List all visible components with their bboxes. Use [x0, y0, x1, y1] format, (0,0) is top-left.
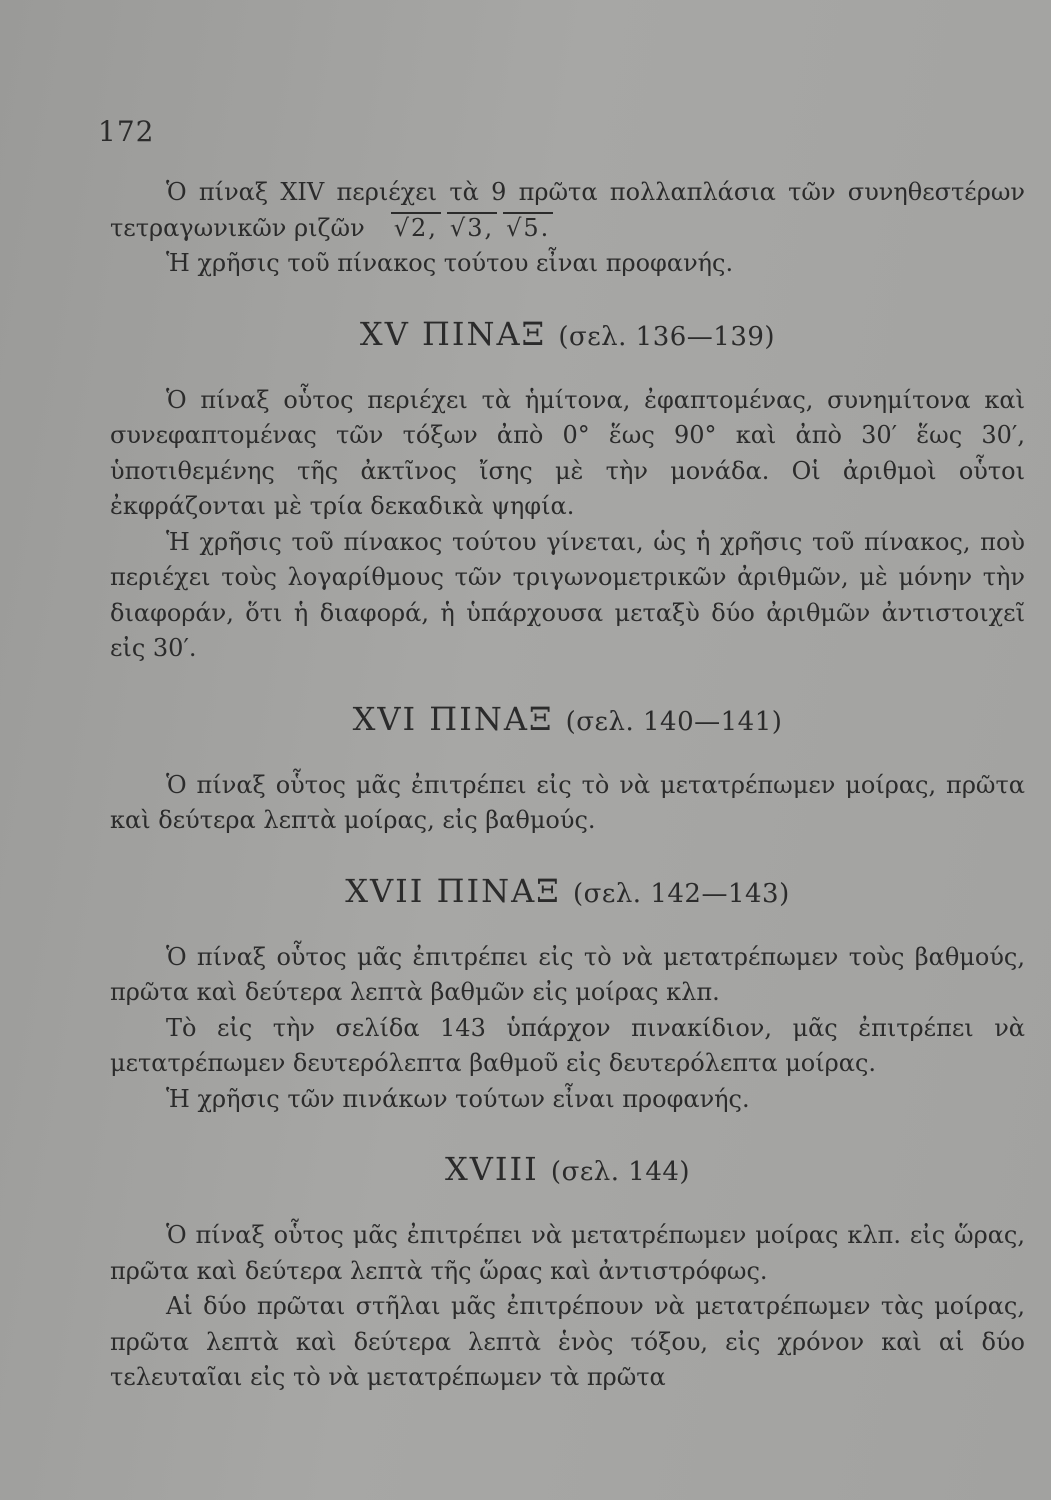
- radical-5: √5.: [503, 212, 553, 242]
- page-number: 172: [98, 115, 155, 148]
- paragraph: Ὁ πίναξ οὗτος περιέχει τὰ ἡμίτονα, ἐφαπτομένας, συνημίτονα καὶ συνεφαπτομένας τῶν τόξων ἀπὸ 0° ἕως 90° καὶ ἀπὸ 30′ ἕως 30′, ὑποτιθεμένης τῆς ἀκτῖνος ἴσης μὲ τὴν μονάδα. Οἱ ἀριθμοὶ οὗτοι ἐκφράζονται μὲ τρία δεκαδικὰ ψηφία.: [110, 385, 1025, 520]
- page-body: [110, 175, 1025, 1396]
- section-heading-xvii: XVII ΠΙΝΑΞ (σελ. 142—143): [345, 871, 790, 910]
- paragraph: Ἡ χρῆσις τῶν πινάκων τούτων εἶναι προφανής.: [166, 1084, 750, 1113]
- radical-3: √3,: [447, 212, 497, 242]
- section-heading-xv: XV ΠΙΝΑΞ (σελ. 136—139): [359, 314, 776, 353]
- section-heading-xviii: XVIII (σελ. 144): [444, 1150, 691, 1188]
- intro-paragraph: [110, 175, 1025, 246]
- paragraph: Ὁ πίναξ οὗτος μᾶς ἐπιτρέπει νὰ μετατρέπωμεν μοίρας κλπ. εἰς ὥρας, πρῶτα καὶ δεύτερα λεπτὰ τῆς ὥρας καὶ ἀντιστρόφως.: [110, 1221, 1025, 1285]
- section-heading-xvi: XVI ΠΙΝΑΞ (σελ. 140—141): [352, 699, 783, 738]
- paragraph: Ὁ πίναξ οὗτος μᾶς ἐπιτρέπει εἰς τὸ νὰ μετατρέπωμεν τοὺς βαθμούς, πρῶτα καὶ δεύτερα λεπτὰ βαθμῶν εἰς μοίρας κλπ.: [110, 942, 1025, 1006]
- paragraph: Ἡ χρῆσις τοῦ πίνακος τούτου γίνεται, ὡς ἡ χρῆσις τοῦ πίνακος, ποὺ περιέχει τοὺς λογαρίθμους τῶν τριγωνομετρικῶν ἀριθμῶν, μὲ μόνην τὴν διαφοράν, ὅτι ἡ διαφορά, ἡ ὑπάρχουσα μεταξὺ δύο ἀριθμῶν ἀντιστοιχεῖ εἰς 30′.: [110, 527, 1025, 662]
- paragraph: Τὸ εἰς τὴν σελίδα 143 ὑπάρχον πινακίδιον, μᾶς ἐπιτρέπει νὰ μετατρέπωμεν δευτερόλεπτα βαθμοῦ εἰς δευτερόλεπτα μοίρας.: [110, 1013, 1025, 1077]
- radicals: [391, 214, 560, 242]
- intro-usage: Ἡ χρῆσις τοῦ πίνακος τούτου εἶναι προφανής.: [166, 249, 734, 277]
- paragraph: Αἱ δύο πρῶται στῆλαι μᾶς ἐπιτρέπουν νὰ μετατρέπωμεν τὰς μοίρας, πρῶτα λεπτὰ καὶ δεύτερα λεπτὰ ἑνὸς τόξου, εἰς χρόνον καὶ αἱ δύο τελευταῖαι εἰς τὸ νὰ μετατρέπωμεν τὰ πρῶτα: [110, 1292, 1025, 1391]
- paragraph: Ὁ πίναξ οὗτος μᾶς ἐπιτρέπει εἰς τὸ νὰ μετατρέπωμεν μοίρας, πρῶτα καὶ δεύτερα λεπτὰ μοίρας, εἰς βαθμούς.: [110, 770, 1025, 834]
- intro-text: Ὁ πίναξ XIV περιέχει τὰ 9 πρῶτα πολλαπλάσια τῶν συνηθεστέρων τετραγωνικῶν ριζῶν: [110, 178, 1025, 242]
- radical-2: √2,: [391, 212, 441, 242]
